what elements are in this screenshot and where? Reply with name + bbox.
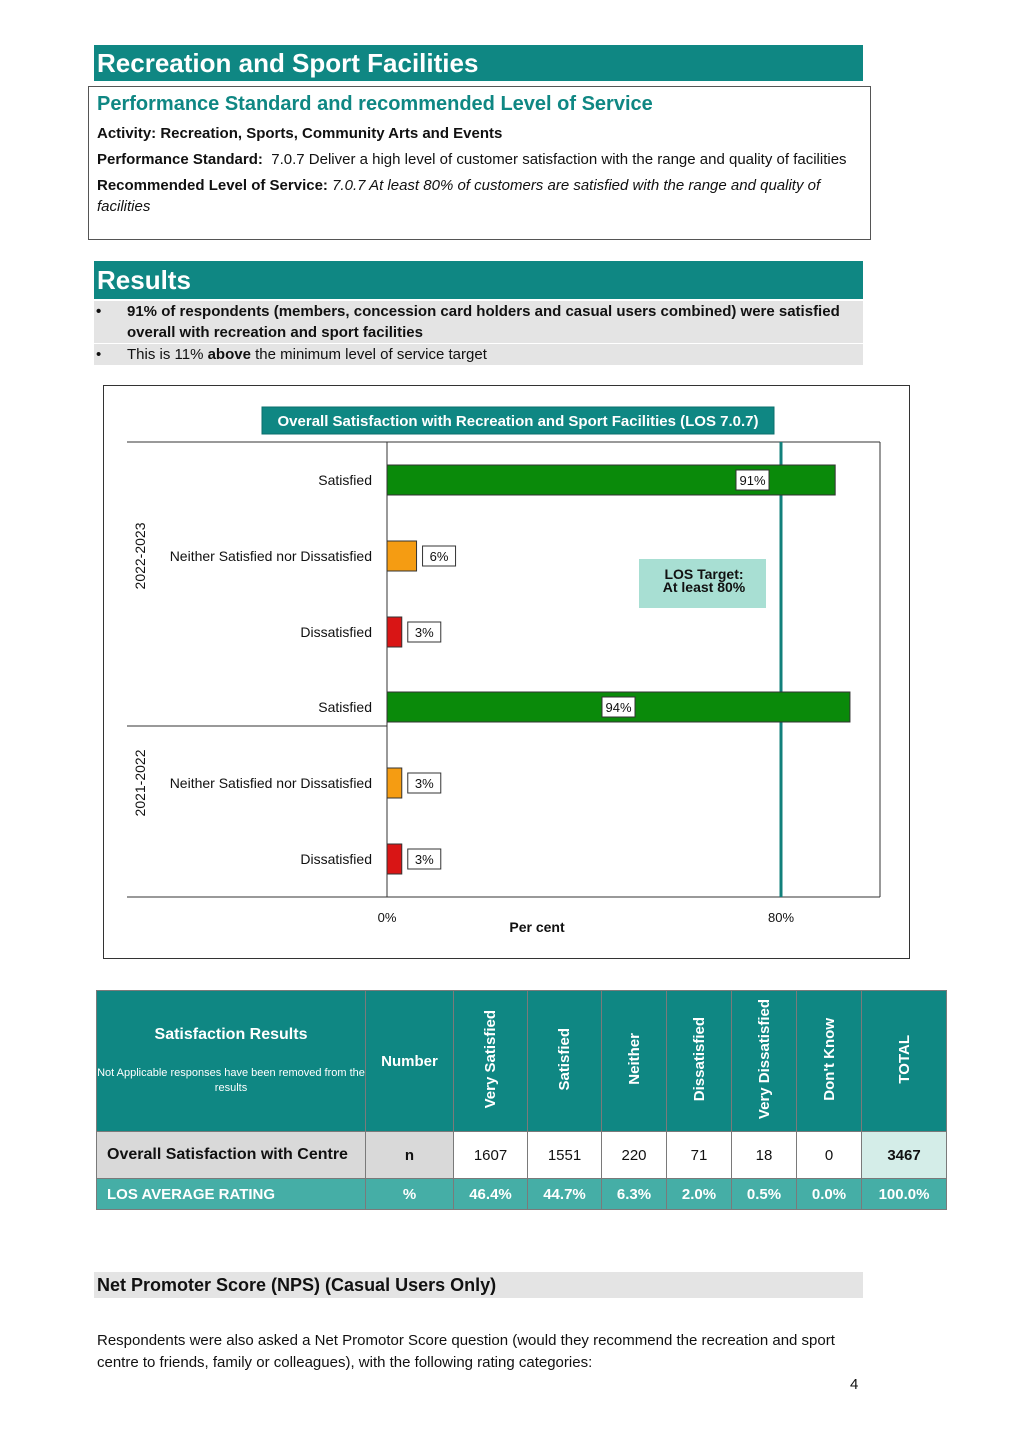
col-very-dissatisfied: Very Dissatisfied bbox=[755, 998, 773, 1120]
col-very-satisfied: Very Satisfied bbox=[482, 1009, 499, 1109]
table-cell: 6.3% bbox=[602, 1179, 667, 1210]
category-label: Neither Satisfied nor Dissatisfied bbox=[169, 548, 372, 564]
row-label: LOS AVERAGE RATING bbox=[97, 1179, 366, 1210]
data-label: 3% bbox=[414, 776, 434, 791]
table-cell: 1551 bbox=[528, 1132, 602, 1179]
results-bullets bbox=[94, 301, 863, 366]
performance-standard-text: 7.0.7 Deliver a high level of customer satisfaction with the range and quality of facilities bbox=[271, 151, 847, 168]
category-label: Satisfied bbox=[318, 699, 372, 715]
data-label: 3% bbox=[414, 625, 434, 640]
performance-standard-label: Performance Standard: bbox=[97, 151, 263, 168]
group-label: 2022-2023 bbox=[132, 522, 148, 590]
category-label: Dissatisfied bbox=[300, 624, 372, 640]
table-cell: 2.0% bbox=[667, 1179, 732, 1210]
los-heading: Performance Standard and recommended Level of Service bbox=[97, 93, 653, 115]
col-dont-know: Don't Know bbox=[820, 1017, 838, 1101]
table-cell: 0.5% bbox=[732, 1179, 797, 1210]
table-cell: 18 bbox=[732, 1132, 797, 1179]
nps-body: Respondents were also asked a Net Promotor Score question (would they recommend the recreation and sport centre to friends, family or colleagues), with the following rating categories: bbox=[97, 1332, 835, 1371]
target-label-line1: LOS Target: bbox=[664, 566, 744, 582]
page-number: 4 bbox=[850, 1376, 859, 1393]
category-label: Dissatisfied bbox=[300, 851, 372, 867]
level-of-service-box bbox=[88, 86, 871, 240]
table-header-col bbox=[602, 991, 667, 1132]
table-header-col bbox=[862, 991, 947, 1132]
table-header-col bbox=[667, 991, 732, 1132]
table-header-title-cell bbox=[97, 991, 366, 1132]
x-tick-label: 80% bbox=[767, 910, 795, 925]
table-header-col bbox=[528, 991, 602, 1132]
satisfaction-table bbox=[96, 990, 947, 1210]
table-cell: 1607 bbox=[454, 1132, 528, 1179]
nps-heading: Net Promoter Score (NPS) (Casual Users Only) bbox=[94, 1272, 863, 1298]
section-title: Recreation and Sport Facilities bbox=[94, 45, 863, 81]
activity-line: Activity: Recreation, Sports, Community Arts and Events bbox=[97, 125, 503, 142]
table-cell-total: 3467 bbox=[862, 1132, 947, 1179]
chart-svg bbox=[104, 386, 911, 960]
performance-standard bbox=[97, 149, 862, 170]
table-cell: 220 bbox=[602, 1132, 667, 1179]
table-cell-total: 100.0% bbox=[862, 1179, 947, 1210]
target-label-line2: At least 80% bbox=[662, 579, 746, 595]
col-satisfied: Satisfied bbox=[556, 1027, 573, 1091]
bar bbox=[387, 844, 402, 874]
table-cell: 0 bbox=[797, 1132, 862, 1179]
col-total: TOTAL bbox=[895, 1034, 913, 1084]
row-unit: n bbox=[366, 1132, 454, 1179]
col-neither: Neither bbox=[625, 1033, 643, 1085]
group-label: 2021-2022 bbox=[132, 749, 148, 817]
x-tick-label: 0% bbox=[377, 910, 397, 925]
chart-title: Overall Satisfaction with Recreation and Sport Facilities (LOS 7.0.7) bbox=[277, 413, 759, 430]
recommended-los bbox=[97, 175, 862, 217]
results-bullet-2 bbox=[94, 344, 863, 365]
table-cell: 46.4% bbox=[454, 1179, 528, 1210]
table-row bbox=[97, 1179, 947, 1210]
x-axis-label: Per cent bbox=[509, 919, 565, 935]
col-dissatisfied: Dissatisfied bbox=[690, 1016, 708, 1102]
category-label: Neither Satisfied nor Dissatisfied bbox=[169, 775, 372, 791]
results-bullet-1: • 91% of respondents (members, concession card holders and casual users combined) were satisfied overall with recreation and sport facilities bbox=[94, 301, 863, 343]
data-label: 94% bbox=[605, 700, 632, 715]
recommended-los-label: Recommended Level of Service: bbox=[97, 177, 328, 194]
satisfaction-chart bbox=[103, 385, 910, 959]
data-label: 6% bbox=[429, 549, 449, 564]
recommended-los-text: 7.0.7 At least 80% of customers are satisfied with the range and quality of facilities bbox=[97, 177, 821, 215]
data-label: 3% bbox=[414, 852, 434, 867]
table-header-col bbox=[454, 991, 528, 1132]
table-cell: 0.0% bbox=[797, 1179, 862, 1210]
bar bbox=[387, 617, 402, 647]
bar bbox=[387, 768, 402, 798]
bar bbox=[387, 541, 417, 571]
category-label: Satisfied bbox=[318, 472, 372, 488]
results-title: Results bbox=[94, 261, 863, 299]
bullet-2-pre: This is 11% bbox=[127, 346, 208, 363]
table-row bbox=[97, 1132, 947, 1179]
row-unit: % bbox=[366, 1179, 454, 1210]
table-header-col bbox=[732, 991, 797, 1132]
table-cell: 44.7% bbox=[528, 1179, 602, 1210]
table-cell: 71 bbox=[667, 1132, 732, 1179]
table-header-number: Number bbox=[366, 991, 454, 1132]
bullet-2-post: the minimum level of service target bbox=[250, 346, 487, 363]
bullet-2-bold: above bbox=[207, 346, 251, 363]
table-header-col bbox=[797, 991, 862, 1132]
table-header-note: Not Applicable responses have been removed from the results bbox=[97, 1067, 365, 1094]
table-header-title: Satisfaction Results bbox=[154, 1026, 308, 1043]
row-label: Overall Satisfaction with Centre bbox=[97, 1132, 366, 1179]
data-label: 91% bbox=[739, 473, 766, 488]
